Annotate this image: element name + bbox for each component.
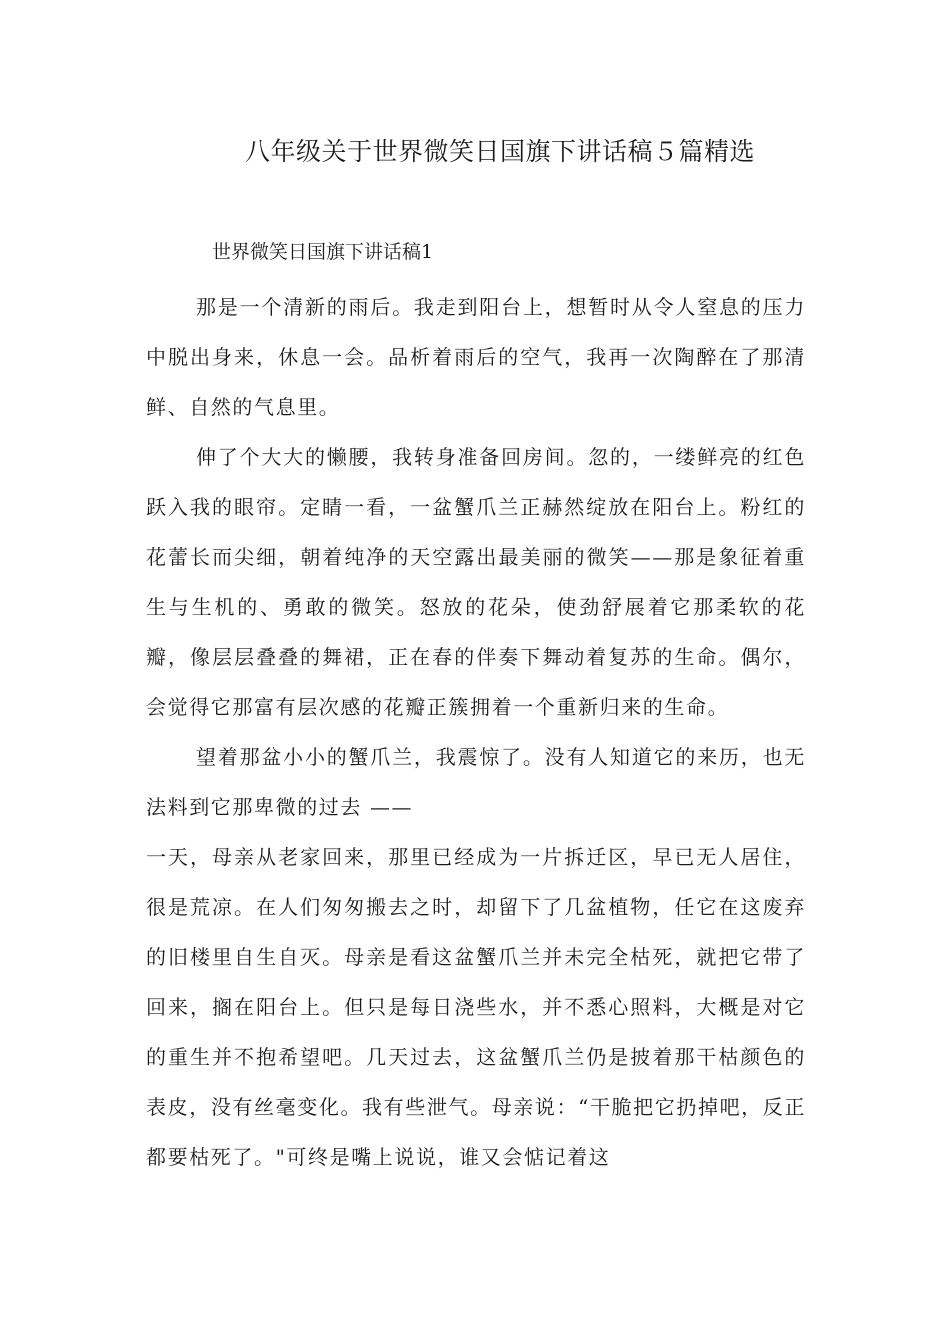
section-heading: 世界微笑日国旗下讲话稿1 <box>212 241 434 263</box>
paragraph-4: 一天，母亲从老家回来，那里已经成为一片拆迁区，早已无人居住，很是荒凉。在人们匆匆搬去之时，却留下了几盆植物，任它在这废弃的旧楼里自生自灭。母亲是看这盆蟹爪兰并未完全枯死，就把它带了回来，搁在阳台上。但只是每日浇些水，并不悉心照料，大概是对它的重生并不抱希望吧。几天过去，这盆蟹爪兰仍是披着那干枯颜色的表皮，没有丝毫变化。我有些泄气。母亲说：“干脆把它扔掉吧，反正都要枯死了。"可终是嘴上说说，谁又会惦记着这 <box>146 845 806 1169</box>
paragraph-1: 那是一个清新的雨后。我走到阳台上，想暂时从令人窒息的压力中脱出身来，休息一会。品析着雨后的空气，我再一次陶醉在了那清鲜、自然的气息里。 <box>146 295 806 419</box>
document-body <box>146 282 806 1182</box>
paragraph-2: 伸了个大大的懒腰，我转身准备回房间。忽的，一缕鲜亮的红色跃入我的眼帘。定睛一看，一盆蟹爪兰正赫然绽放在阳台上。粉红的花蕾长而尖细，朝着纯净的天空露出最美丽的微笑——那是象征着重生与生机的、勇敢的微笑。怒放的花朵，使劲舒展着它那柔软的花瓣，像层层叠叠的舞裙，正在春的伴奏下舞动着复苏的生命。偶尔，会觉得它那富有层次感的花瓣正簇拥着一个重新归来的生命。 <box>146 445 806 719</box>
document-title: 八年级关于世界微笑日国旗下讲话稿５篇精选 <box>244 137 755 166</box>
paragraph-3: 望着那盆小小的蟹爪兰，我震惊了。没有人知道它的来历，也无法料到它那卑微的过去 —— <box>146 745 806 819</box>
